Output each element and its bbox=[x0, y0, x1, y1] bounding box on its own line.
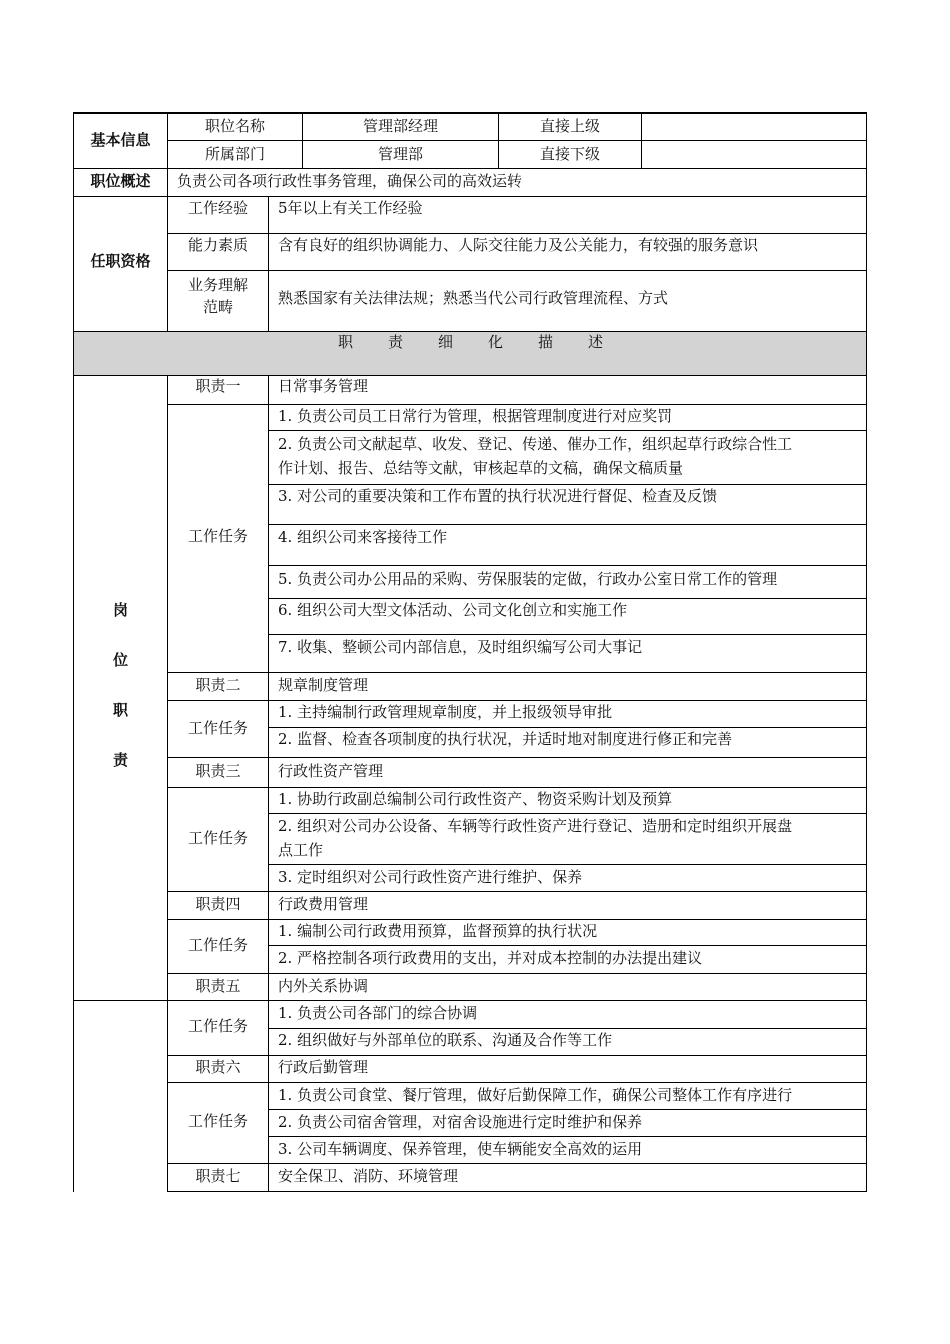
superior-label: 直接上级 bbox=[539, 117, 600, 135]
duties-header-char: 细 bbox=[438, 333, 454, 351]
rule bbox=[167, 233, 867, 234]
rule bbox=[268, 727, 867, 728]
rule bbox=[268, 375, 269, 1192]
task-label: 工作任务 bbox=[187, 719, 248, 737]
rule bbox=[866, 112, 867, 1192]
duty-label: 职责五 bbox=[195, 977, 241, 995]
task-label: 工作任务 bbox=[187, 829, 248, 847]
qual-scope-label-line1: 业务理解 bbox=[187, 276, 248, 294]
rule bbox=[73, 1000, 867, 1001]
position-name-value: 管理部经理 bbox=[362, 117, 438, 135]
duty-label: 职责六 bbox=[195, 1058, 241, 1076]
duty-title: 行政费用管理 bbox=[278, 895, 369, 913]
task-item: 1. 编制公司行政费用预算，监督预算的执行状况 bbox=[278, 922, 598, 940]
rule bbox=[268, 634, 867, 635]
task-item: 2. 严格控制各项行政费用的支出，并对成本控制的办法提出建议 bbox=[278, 949, 703, 967]
rule bbox=[167, 1082, 867, 1083]
duty-title: 规章制度管理 bbox=[278, 676, 369, 694]
rule bbox=[268, 598, 867, 599]
rule bbox=[167, 270, 867, 271]
rule bbox=[268, 1028, 867, 1029]
rule bbox=[268, 864, 867, 865]
task-item: 2. 监督、检查各项制度的执行状况，并适时地对制度进行修正和完善 bbox=[278, 730, 733, 748]
task-item: 1. 协助行政副总编制公司行政性资产、物资采购计划及预算 bbox=[278, 790, 673, 808]
overview-label: 职位概述 bbox=[90, 172, 151, 190]
duty-label: 职责七 bbox=[195, 1167, 241, 1185]
task-item: 3. 公司车辆调度、保养管理，使车辆能安全高效的运用 bbox=[278, 1140, 643, 1158]
rule bbox=[167, 891, 867, 892]
qual-ability-label: 能力素质 bbox=[187, 236, 248, 254]
duties-header-char: 职 bbox=[338, 333, 354, 351]
rule bbox=[167, 1163, 867, 1164]
rule bbox=[268, 813, 867, 814]
duty-side-label-char: 位 bbox=[112, 651, 128, 669]
department-value: 管理部 bbox=[377, 145, 423, 163]
rule bbox=[167, 1191, 867, 1192]
task-item: 2. 负责公司宿舍管理，对宿舍设施进行定时维护和保养 bbox=[278, 1113, 643, 1131]
task-item: 1. 主持编制行政管理规章制度，并上报级领导审批 bbox=[278, 703, 613, 721]
task-item: 2. 组织做好与外部单位的联系、沟通及合作等工作 bbox=[278, 1031, 613, 1049]
rule bbox=[268, 1136, 867, 1137]
position-name-label: 职位名称 bbox=[204, 117, 265, 135]
rule bbox=[167, 140, 867, 141]
qualifications-label: 任职资格 bbox=[90, 252, 151, 270]
task-label: 工作任务 bbox=[187, 527, 248, 545]
task-item: 6. 组织公司大型文体活动、公司文化创立和实施工作 bbox=[278, 601, 628, 619]
task-item: 2. 负责公司文献起草、收发、登记、传递、催办工作，组织起草行政综合性工 bbox=[278, 435, 793, 453]
rule bbox=[167, 1055, 867, 1056]
task-item: 5. 负责公司办公用品的采购、劳保服装的定做，行政办公室日常工作的管理 bbox=[278, 570, 778, 588]
duty-label: 职责一 bbox=[195, 377, 241, 395]
rule bbox=[641, 112, 642, 169]
overview-text: 负责公司各项行政性事务管理，确保公司的高效运转 bbox=[177, 172, 523, 190]
qual-experience-label: 工作经验 bbox=[187, 199, 248, 217]
duty-side-label-char: 责 bbox=[112, 751, 128, 769]
task-label: 工作任务 bbox=[187, 936, 248, 954]
task-label: 工作任务 bbox=[187, 1017, 248, 1035]
rule bbox=[73, 331, 867, 332]
rule bbox=[73, 196, 867, 197]
rule bbox=[73, 168, 867, 169]
duty-label: 职责三 bbox=[195, 762, 241, 780]
rule bbox=[167, 700, 867, 701]
task-item: 1. 负责公司员工日常行为管理，根据管理制度进行对应奖罚 bbox=[278, 407, 673, 425]
rule bbox=[268, 524, 867, 525]
qual-experience-value: 5年以上有关工作经验 bbox=[278, 199, 423, 217]
qual-ability-value: 含有良好的组织协调能力、人际交往能力及公关能力，有较强的服务意识 bbox=[278, 236, 759, 254]
task-item: 7. 收集、整顿公司内部信息，及时组织编写公司大事记 bbox=[278, 638, 643, 656]
duty-title: 行政性资产管理 bbox=[278, 762, 384, 780]
task-item: 1. 负责公司食堂、餐厅管理，做好后勤保障工作，确保公司整体工作有序进行 bbox=[278, 1086, 793, 1104]
rule bbox=[268, 430, 867, 431]
duty-side-label-char: 岗 bbox=[112, 601, 128, 619]
basic-info-label: 基本信息 bbox=[90, 131, 151, 149]
rule bbox=[268, 196, 269, 332]
qual-scope-label-line2: 范畴 bbox=[202, 298, 233, 316]
rule bbox=[268, 484, 867, 485]
rule bbox=[268, 1109, 867, 1110]
duties-header-char: 述 bbox=[588, 333, 604, 351]
duties-header-char: 化 bbox=[488, 333, 504, 351]
duties-header-char: 描 bbox=[538, 333, 554, 351]
rule bbox=[167, 404, 867, 405]
rule bbox=[73, 112, 867, 114]
duty-title: 行政后勤管理 bbox=[278, 1058, 369, 1076]
task-item: 3. 定时组织对公司行政性资产进行维护、保养 bbox=[278, 868, 583, 886]
task-label: 工作任务 bbox=[187, 1112, 248, 1130]
rule bbox=[268, 565, 867, 566]
rule bbox=[167, 919, 867, 920]
department-label: 所属部门 bbox=[204, 145, 265, 163]
duty-side-label-char: 职 bbox=[112, 701, 128, 719]
task-item: 点工作 bbox=[278, 841, 324, 859]
task-item: 4. 组织公司来客接待工作 bbox=[278, 528, 448, 546]
task-item: 3. 对公司的重要决策和工作布置的执行状况进行督促、检查及反馈 bbox=[278, 487, 718, 505]
rule bbox=[268, 945, 867, 946]
duty-title: 日常事务管理 bbox=[278, 377, 369, 395]
duty-label: 职责四 bbox=[195, 895, 241, 913]
task-item: 2. 组织对公司办公设备、车辆等行政性资产进行登记、造册和定时组织开展盘 bbox=[278, 817, 793, 835]
task-item: 1. 负责公司各部门的综合协调 bbox=[278, 1004, 478, 1022]
rule bbox=[167, 757, 867, 758]
rule bbox=[167, 787, 867, 788]
duty-title: 内外关系协调 bbox=[278, 977, 369, 995]
subordinate-label: 直接下级 bbox=[539, 145, 600, 163]
rule bbox=[167, 672, 867, 673]
duties-header-char: 责 bbox=[388, 333, 404, 351]
qual-scope-value: 熟悉国家有关法律法规；熟悉当代公司行政管理流程、方式 bbox=[278, 289, 669, 307]
duties-header-band bbox=[73, 332, 866, 375]
rule bbox=[167, 973, 867, 974]
duty-label: 职责二 bbox=[195, 676, 241, 694]
task-item: 作计划、报告、总结等文献，审核起草的文稿，确保文稿质量 bbox=[278, 459, 684, 477]
duty-title: 安全保卫、消防、环境管理 bbox=[278, 1167, 459, 1185]
